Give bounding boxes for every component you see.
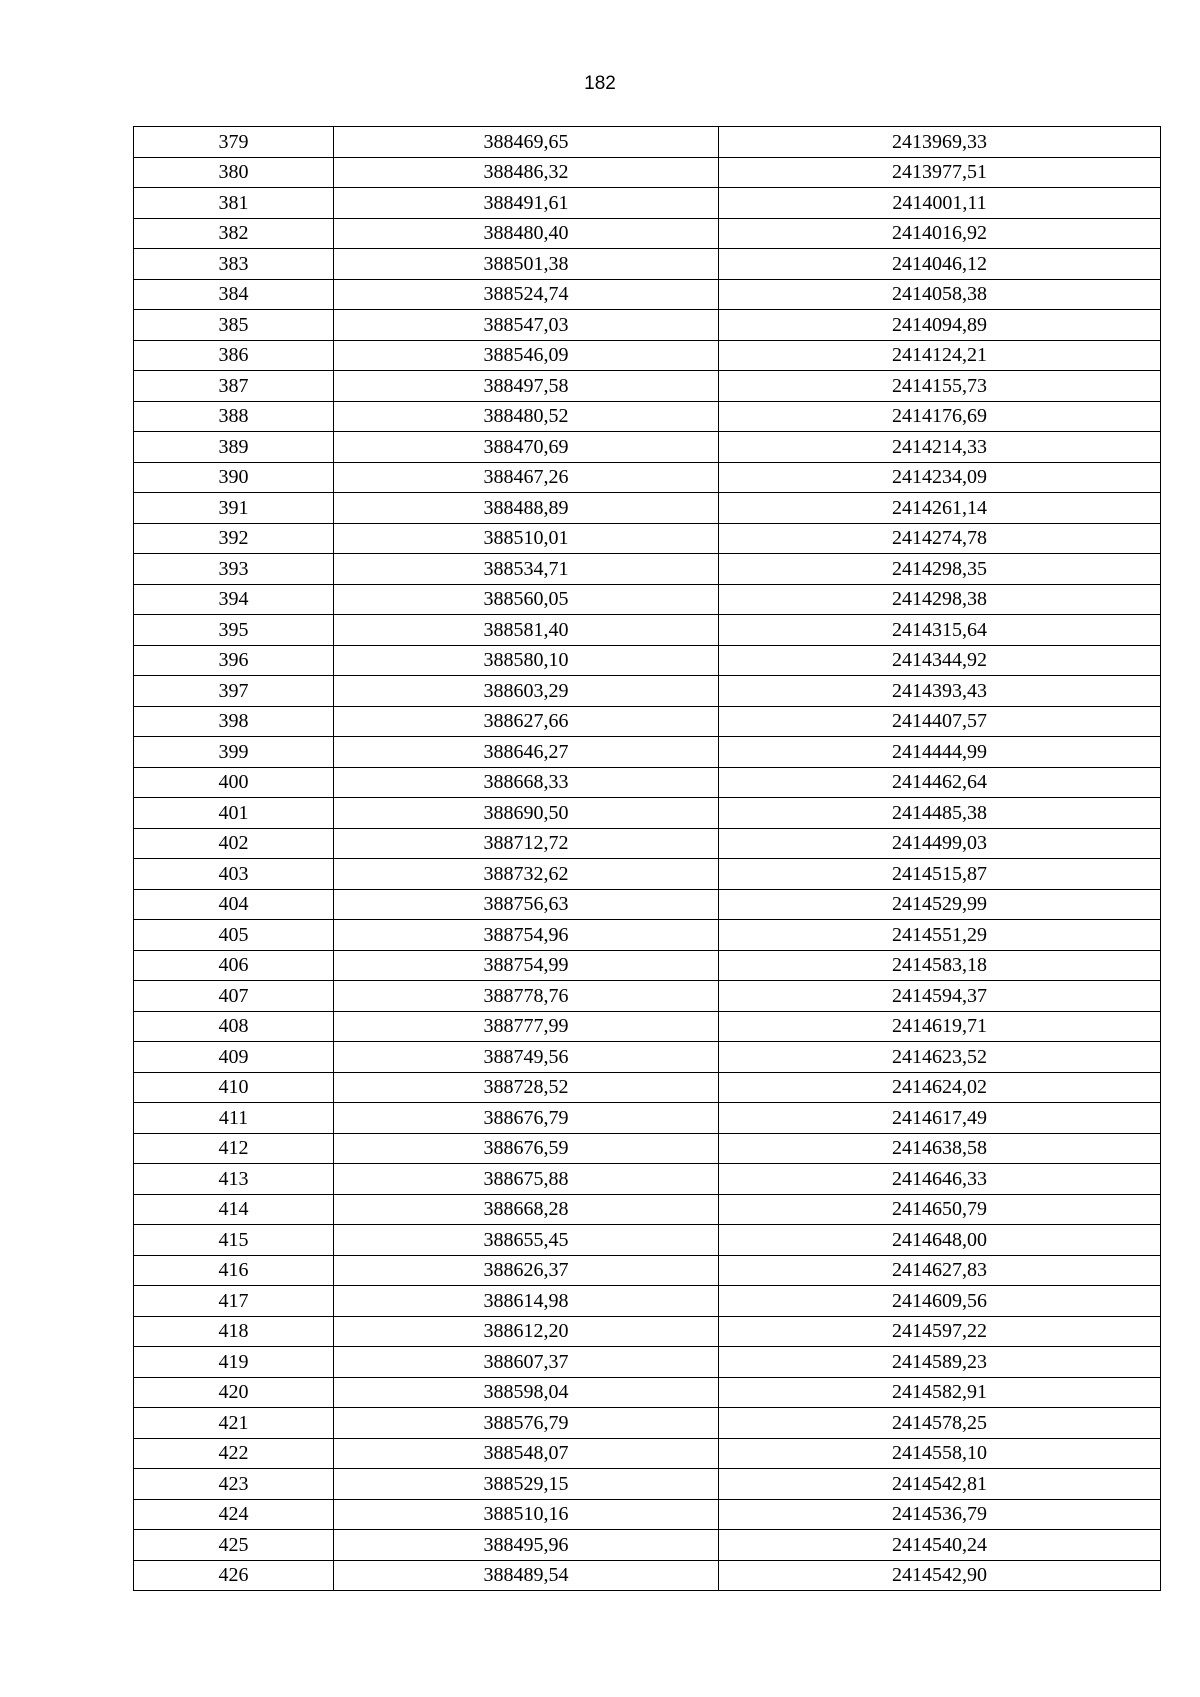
- table-row: [134, 401, 1161, 432]
- x-coordinate-cell: 388580,10: [334, 645, 719, 676]
- x-coordinate-cell: 388614,98: [334, 1286, 719, 1317]
- point-number-cell: 420: [134, 1377, 334, 1408]
- point-number-cell: 395: [134, 615, 334, 646]
- point-number-cell: 424: [134, 1499, 334, 1530]
- y-coordinate-cell: 2414536,79: [719, 1499, 1161, 1530]
- y-coordinate-cell: 2414176,69: [719, 401, 1161, 432]
- table-row: [134, 645, 1161, 676]
- table-row: [134, 310, 1161, 341]
- point-number-cell: 405: [134, 920, 334, 951]
- x-coordinate-cell: 388756,63: [334, 889, 719, 920]
- x-coordinate-cell: 388712,72: [334, 828, 719, 859]
- y-coordinate-cell: 2414515,87: [719, 859, 1161, 890]
- point-number-cell: 403: [134, 859, 334, 890]
- y-coordinate-cell: 2414315,64: [719, 615, 1161, 646]
- y-coordinate-cell: 2414627,83: [719, 1255, 1161, 1286]
- y-coordinate-cell: 2413969,33: [719, 127, 1161, 158]
- y-coordinate-cell: 2414623,52: [719, 1042, 1161, 1073]
- x-coordinate-cell: 388529,15: [334, 1469, 719, 1500]
- table-row: [134, 1042, 1161, 1073]
- x-coordinate-cell: 388491,61: [334, 188, 719, 219]
- point-number-cell: 385: [134, 310, 334, 341]
- x-coordinate-cell: 388612,20: [334, 1316, 719, 1347]
- table-row: [134, 889, 1161, 920]
- y-coordinate-cell: 2414462,64: [719, 767, 1161, 798]
- table-row: [134, 493, 1161, 524]
- point-number-cell: 417: [134, 1286, 334, 1317]
- table-row: [134, 1408, 1161, 1439]
- table-row: [134, 340, 1161, 371]
- x-coordinate-cell: 388470,69: [334, 432, 719, 463]
- table-row: [134, 127, 1161, 158]
- x-coordinate-cell: 388668,33: [334, 767, 719, 798]
- x-coordinate-cell: 388732,62: [334, 859, 719, 890]
- y-coordinate-cell: 2414499,03: [719, 828, 1161, 859]
- x-coordinate-cell: 388676,59: [334, 1133, 719, 1164]
- y-coordinate-cell: 2414650,79: [719, 1194, 1161, 1225]
- y-coordinate-cell: 2414298,38: [719, 584, 1161, 615]
- x-coordinate-cell: 388560,05: [334, 584, 719, 615]
- y-coordinate-cell: 2414016,92: [719, 218, 1161, 249]
- point-number-cell: 384: [134, 279, 334, 310]
- y-coordinate-cell: 2414444,99: [719, 737, 1161, 768]
- table-row: [134, 1072, 1161, 1103]
- point-number-cell: 402: [134, 828, 334, 859]
- point-number-cell: 415: [134, 1225, 334, 1256]
- x-coordinate-cell: 388655,45: [334, 1225, 719, 1256]
- point-number-cell: 413: [134, 1164, 334, 1195]
- y-coordinate-cell: 2414542,90: [719, 1560, 1161, 1591]
- y-coordinate-cell: 2414617,49: [719, 1103, 1161, 1134]
- table-row: [134, 1530, 1161, 1561]
- x-coordinate-cell: 388467,26: [334, 462, 719, 493]
- table-row: [134, 1377, 1161, 1408]
- point-number-cell: 382: [134, 218, 334, 249]
- table-row: [134, 1438, 1161, 1469]
- y-coordinate-cell: 2414594,37: [719, 981, 1161, 1012]
- x-coordinate-cell: 388598,04: [334, 1377, 719, 1408]
- y-coordinate-cell: 2414582,91: [719, 1377, 1161, 1408]
- x-coordinate-cell: 388548,07: [334, 1438, 719, 1469]
- point-number-cell: 388: [134, 401, 334, 432]
- y-coordinate-cell: 2414638,58: [719, 1133, 1161, 1164]
- y-coordinate-cell: 2414624,02: [719, 1072, 1161, 1103]
- table-row: [134, 1286, 1161, 1317]
- x-coordinate-cell: 388676,79: [334, 1103, 719, 1134]
- point-number-cell: 383: [134, 249, 334, 280]
- table-row: [134, 676, 1161, 707]
- y-coordinate-cell: 2413977,51: [719, 157, 1161, 188]
- page-number: 182: [584, 73, 616, 94]
- x-coordinate-cell: 388497,58: [334, 371, 719, 402]
- point-number-cell: 426: [134, 1560, 334, 1591]
- table-row: [134, 1164, 1161, 1195]
- table-row: [134, 432, 1161, 463]
- table-row: [134, 1316, 1161, 1347]
- x-coordinate-cell: 388501,38: [334, 249, 719, 280]
- table-row: [134, 615, 1161, 646]
- table-row: [134, 1255, 1161, 1286]
- y-coordinate-cell: 2414485,38: [719, 798, 1161, 829]
- y-coordinate-cell: 2414583,18: [719, 950, 1161, 981]
- point-number-cell: 394: [134, 584, 334, 615]
- x-coordinate-cell: 388510,01: [334, 523, 719, 554]
- point-number-cell: 409: [134, 1042, 334, 1073]
- point-number-cell: 391: [134, 493, 334, 524]
- x-coordinate-cell: 388728,52: [334, 1072, 719, 1103]
- table-row: [134, 157, 1161, 188]
- x-coordinate-cell: 388581,40: [334, 615, 719, 646]
- point-number-cell: 416: [134, 1255, 334, 1286]
- coordinates-table: [133, 126, 1161, 1591]
- table-row: [134, 950, 1161, 981]
- y-coordinate-cell: 2414407,57: [719, 706, 1161, 737]
- table-row: [134, 1225, 1161, 1256]
- y-coordinate-cell: 2414589,23: [719, 1347, 1161, 1378]
- point-number-cell: 411: [134, 1103, 334, 1134]
- point-number-cell: 392: [134, 523, 334, 554]
- x-coordinate-cell: 388777,99: [334, 1011, 719, 1042]
- table-row: [134, 1194, 1161, 1225]
- table-row: [134, 737, 1161, 768]
- point-number-cell: 393: [134, 554, 334, 585]
- table-row: [134, 1347, 1161, 1378]
- y-coordinate-cell: 2414578,25: [719, 1408, 1161, 1439]
- point-number-cell: 396: [134, 645, 334, 676]
- point-number-cell: 401: [134, 798, 334, 829]
- y-coordinate-cell: 2414124,21: [719, 340, 1161, 371]
- point-number-cell: 425: [134, 1530, 334, 1561]
- y-coordinate-cell: 2414261,14: [719, 493, 1161, 524]
- table-row: [134, 554, 1161, 585]
- table-row: [134, 584, 1161, 615]
- table-row: [134, 1499, 1161, 1530]
- x-coordinate-cell: 388778,76: [334, 981, 719, 1012]
- point-number-cell: 390: [134, 462, 334, 493]
- x-coordinate-cell: 388675,88: [334, 1164, 719, 1195]
- y-coordinate-cell: 2414274,78: [719, 523, 1161, 554]
- table-row: [134, 1011, 1161, 1042]
- point-number-cell: 406: [134, 950, 334, 981]
- y-coordinate-cell: 2414646,33: [719, 1164, 1161, 1195]
- point-number-cell: 414: [134, 1194, 334, 1225]
- table-row: [134, 1103, 1161, 1134]
- table-row: [134, 1133, 1161, 1164]
- y-coordinate-cell: 2414155,73: [719, 371, 1161, 402]
- table-row: [134, 523, 1161, 554]
- point-number-cell: 398: [134, 706, 334, 737]
- x-coordinate-cell: 388546,09: [334, 340, 719, 371]
- point-number-cell: 408: [134, 1011, 334, 1042]
- table-row: [134, 706, 1161, 737]
- y-coordinate-cell: 2414234,09: [719, 462, 1161, 493]
- table-row: [134, 981, 1161, 1012]
- point-number-cell: 400: [134, 767, 334, 798]
- point-number-cell: 407: [134, 981, 334, 1012]
- point-number-cell: 389: [134, 432, 334, 463]
- point-number-cell: 399: [134, 737, 334, 768]
- x-coordinate-cell: 388646,27: [334, 737, 719, 768]
- x-coordinate-cell: 388576,79: [334, 1408, 719, 1439]
- point-number-cell: 423: [134, 1469, 334, 1500]
- x-coordinate-cell: 388534,71: [334, 554, 719, 585]
- point-number-cell: 387: [134, 371, 334, 402]
- y-coordinate-cell: 2414094,89: [719, 310, 1161, 341]
- table-row: [134, 859, 1161, 890]
- y-coordinate-cell: 2414648,00: [719, 1225, 1161, 1256]
- y-coordinate-cell: 2414344,92: [719, 645, 1161, 676]
- x-coordinate-cell: 388489,54: [334, 1560, 719, 1591]
- x-coordinate-cell: 388607,37: [334, 1347, 719, 1378]
- point-number-cell: 422: [134, 1438, 334, 1469]
- x-coordinate-cell: 388754,96: [334, 920, 719, 951]
- y-coordinate-cell: 2414558,10: [719, 1438, 1161, 1469]
- table-row: [134, 920, 1161, 951]
- x-coordinate-cell: 388626,37: [334, 1255, 719, 1286]
- x-coordinate-cell: 388668,28: [334, 1194, 719, 1225]
- x-coordinate-cell: 388524,74: [334, 279, 719, 310]
- table-row: [134, 279, 1161, 310]
- table-row: [134, 249, 1161, 280]
- point-number-cell: 381: [134, 188, 334, 219]
- x-coordinate-cell: 388480,52: [334, 401, 719, 432]
- y-coordinate-cell: 2414001,11: [719, 188, 1161, 219]
- y-coordinate-cell: 2414619,71: [719, 1011, 1161, 1042]
- point-number-cell: 421: [134, 1408, 334, 1439]
- table-row: [134, 798, 1161, 829]
- coordinates-table-body: [134, 127, 1161, 1591]
- point-number-cell: 418: [134, 1316, 334, 1347]
- x-coordinate-cell: 388754,99: [334, 950, 719, 981]
- table-row: [134, 767, 1161, 798]
- y-coordinate-cell: 2414597,22: [719, 1316, 1161, 1347]
- x-coordinate-cell: 388603,29: [334, 676, 719, 707]
- x-coordinate-cell: 388627,66: [334, 706, 719, 737]
- point-number-cell: 379: [134, 127, 334, 158]
- point-number-cell: 380: [134, 157, 334, 188]
- table-row: [134, 188, 1161, 219]
- point-number-cell: 419: [134, 1347, 334, 1378]
- x-coordinate-cell: 388488,89: [334, 493, 719, 524]
- table-row: [134, 1469, 1161, 1500]
- x-coordinate-cell: 388690,50: [334, 798, 719, 829]
- x-coordinate-cell: 388510,16: [334, 1499, 719, 1530]
- y-coordinate-cell: 2414298,35: [719, 554, 1161, 585]
- y-coordinate-cell: 2414393,43: [719, 676, 1161, 707]
- y-coordinate-cell: 2414046,12: [719, 249, 1161, 280]
- y-coordinate-cell: 2414540,24: [719, 1530, 1161, 1561]
- y-coordinate-cell: 2414609,56: [719, 1286, 1161, 1317]
- x-coordinate-cell: 388486,32: [334, 157, 719, 188]
- point-number-cell: 397: [134, 676, 334, 707]
- y-coordinate-cell: 2414058,38: [719, 279, 1161, 310]
- y-coordinate-cell: 2414551,29: [719, 920, 1161, 951]
- y-coordinate-cell: 2414529,99: [719, 889, 1161, 920]
- point-number-cell: 404: [134, 889, 334, 920]
- point-number-cell: 410: [134, 1072, 334, 1103]
- point-number-cell: 412: [134, 1133, 334, 1164]
- table-row: [134, 828, 1161, 859]
- x-coordinate-cell: 388495,96: [334, 1530, 719, 1561]
- table-row: [134, 462, 1161, 493]
- table-row: [134, 218, 1161, 249]
- table-row: [134, 1560, 1161, 1591]
- y-coordinate-cell: 2414214,33: [719, 432, 1161, 463]
- x-coordinate-cell: 388480,40: [334, 218, 719, 249]
- x-coordinate-cell: 388749,56: [334, 1042, 719, 1073]
- point-number-cell: 386: [134, 340, 334, 371]
- y-coordinate-cell: 2414542,81: [719, 1469, 1161, 1500]
- x-coordinate-cell: 388469,65: [334, 127, 719, 158]
- x-coordinate-cell: 388547,03: [334, 310, 719, 341]
- table-row: [134, 371, 1161, 402]
